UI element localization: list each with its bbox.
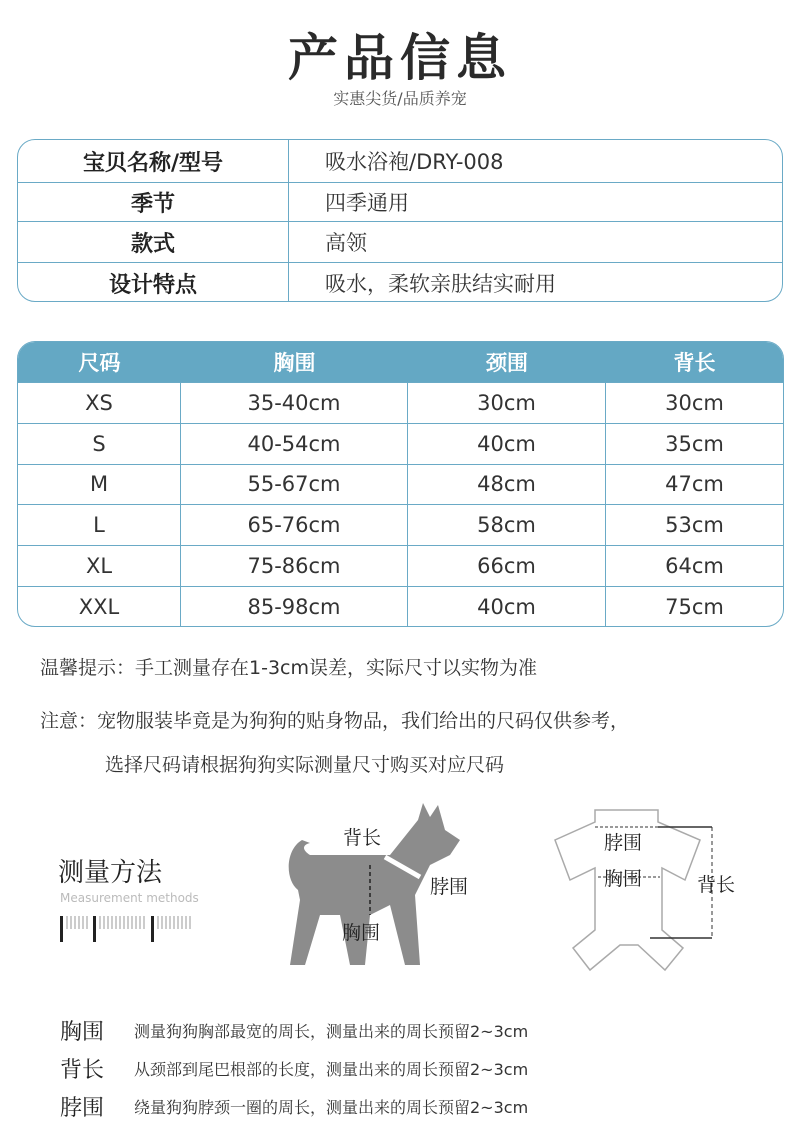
size-cell: 64cm — [665, 554, 724, 579]
legend-desc: 绕量狗狗脖颈一圈的周长，测量出来的周长预留2~3cm — [134, 1098, 529, 1117]
size-cell: L — [18, 505, 181, 545]
size-cell: M — [18, 465, 181, 505]
info-value: 四季通用 — [325, 191, 409, 215]
size-cell: 30cm — [665, 390, 724, 415]
size-cell: 47cm — [665, 472, 724, 497]
legend-neck — [60, 1091, 528, 1122]
shirt-neck-label: 脖围 — [604, 832, 643, 854]
size-cell: 30cm — [408, 383, 606, 423]
size-cell: XS — [18, 383, 181, 423]
legend-desc: 从颈部到尾巴根部的长度，测量出来的周长预留2~3cm — [134, 1060, 529, 1079]
info-key: 款式 — [18, 222, 289, 262]
ruler-icon — [58, 910, 198, 945]
legend-key: 脖围 — [60, 1096, 105, 1121]
size-row — [18, 504, 783, 545]
size-cell: 35-40cm — [181, 383, 408, 423]
shirt-chest-label: 胸围 — [604, 868, 643, 890]
legend-key: 背长 — [60, 1058, 105, 1083]
attention-text-2: 选择尺码请根据狗狗实际测量尺寸购买对应尺码 — [105, 754, 505, 776]
size-cell: 55-67cm — [181, 465, 408, 505]
header-chest: 胸围 — [273, 351, 316, 375]
info-value: 吸水，柔软亲肤结实耐用 — [325, 272, 556, 296]
size-cell: XXL — [18, 587, 181, 627]
page-title: 产品信息 — [288, 29, 512, 87]
info-key: 宝贝名称/型号 — [18, 140, 289, 182]
size-cell: 40-54cm — [181, 424, 408, 464]
info-value: 吸水浴袍/DRY-008 — [325, 150, 504, 174]
size-cell: 48cm — [408, 465, 606, 505]
legend-desc: 测量狗狗胸部最宽的周长，测量出来的周长预留2~3cm — [134, 1022, 529, 1041]
header-size: 尺码 — [78, 351, 121, 375]
dog-neck-label: 脖围 — [430, 876, 469, 898]
size-cell: XL — [18, 546, 181, 586]
size-cell: 65-76cm — [181, 505, 408, 545]
size-row — [18, 545, 783, 586]
size-row — [18, 382, 783, 423]
dog-chest-label: 胸围 — [342, 922, 381, 944]
product-info-table — [17, 139, 783, 302]
legend-chest — [60, 1015, 528, 1046]
tip-text: 温馨提示：手工测量存在1-3cm误差，实际尺寸以实物为准 — [40, 657, 537, 679]
size-cell: 85-98cm — [181, 587, 408, 627]
measure-title: 测量方法 — [58, 858, 163, 888]
size-row — [18, 423, 783, 464]
info-row — [18, 263, 782, 302]
info-key: 设计特点 — [18, 263, 289, 302]
size-cell: 35cm — [665, 431, 724, 456]
size-cell: 66cm — [408, 546, 606, 586]
info-row — [18, 183, 782, 222]
size-cell: 75-86cm — [181, 546, 408, 586]
info-key: 季节 — [18, 183, 289, 221]
info-row — [18, 140, 782, 183]
legend-key: 胸围 — [60, 1020, 105, 1045]
info-row — [18, 222, 782, 263]
shirt-back-label: 背长 — [697, 874, 736, 896]
header-back: 背长 — [673, 351, 716, 375]
size-cell: 58cm — [408, 505, 606, 545]
size-row — [18, 464, 783, 505]
attention-text: 注意：宠物服装毕竟是为狗狗的贴身物品，我们给出的尺码仅供参考， — [40, 710, 630, 732]
legend-back — [60, 1053, 528, 1084]
size-table-header — [18, 342, 783, 382]
size-cell: S — [18, 424, 181, 464]
size-cell: 53cm — [665, 513, 724, 538]
header-neck: 颈围 — [486, 351, 528, 375]
page-subtitle: 实惠尖货/品质养宠 — [333, 89, 467, 108]
size-row — [18, 586, 783, 627]
measure-subtitle: Measurement methods — [60, 891, 199, 905]
size-cell: 40cm — [408, 424, 606, 464]
size-cell: 75cm — [665, 594, 724, 619]
info-value: 高领 — [325, 231, 367, 255]
dog-back-label: 背长 — [343, 827, 382, 849]
size-cell: 40cm — [408, 587, 606, 627]
size-table — [17, 341, 784, 627]
